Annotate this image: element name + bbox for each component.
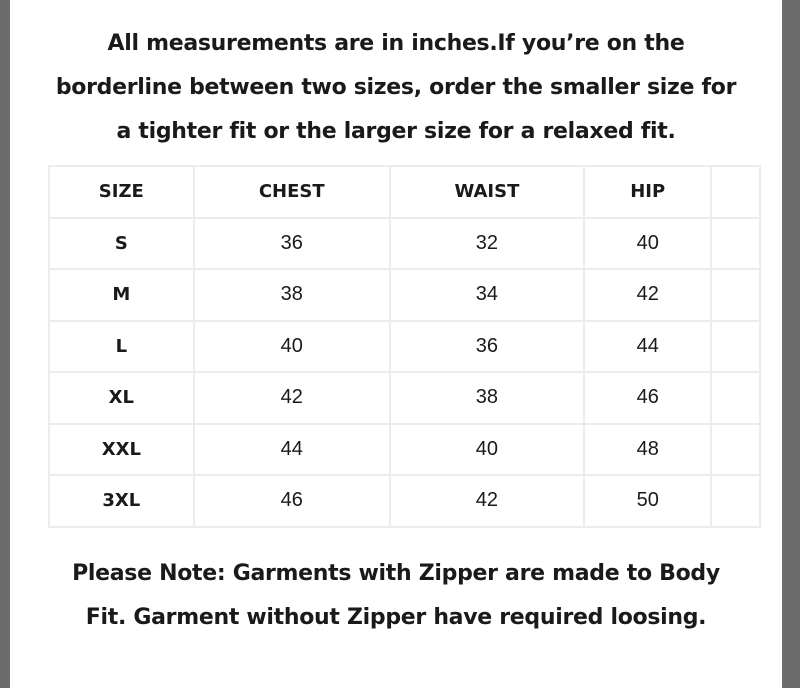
table-header-row <box>49 166 760 218</box>
empty-cell <box>711 424 760 476</box>
column-header-hip: HIP <box>584 166 711 218</box>
table-row <box>49 269 760 321</box>
column-header-size: SIZE <box>49 166 194 218</box>
table-row <box>49 424 760 476</box>
waist-cell: 32 <box>390 218 584 270</box>
waist-cell: 42 <box>390 475 584 527</box>
empty-cell <box>711 321 760 373</box>
size-chart-page <box>10 0 782 688</box>
instruction-line: a tighter fit or the larger size for a relaxed fit. <box>116 119 676 144</box>
size-cell: XXL <box>49 424 194 476</box>
column-header-waist: WAIST <box>390 166 584 218</box>
hip-cell: 44 <box>584 321 711 373</box>
chest-cell: 46 <box>194 475 390 527</box>
size-cell: L <box>49 321 194 373</box>
waist-cell: 34 <box>390 269 584 321</box>
table-row <box>49 372 760 424</box>
hip-cell: 46 <box>584 372 711 424</box>
size-chart-table <box>48 165 761 528</box>
chest-cell: 36 <box>194 218 390 270</box>
hip-cell: 50 <box>584 475 711 527</box>
column-header-chest: CHEST <box>194 166 390 218</box>
empty-cell <box>711 269 760 321</box>
hip-cell: 40 <box>584 218 711 270</box>
chest-cell: 44 <box>194 424 390 476</box>
note-line: Fit. Garment without Zipper have required loosing. <box>85 605 707 630</box>
instruction-line: borderline between two sizes, order the smaller size for <box>55 75 737 100</box>
chest-cell: 42 <box>194 372 390 424</box>
empty-cell <box>711 475 760 527</box>
waist-cell: 38 <box>390 372 584 424</box>
garment-fit-note <box>10 552 782 640</box>
table-row <box>49 218 760 270</box>
size-cell: S <box>49 218 194 270</box>
table-row <box>49 475 760 527</box>
table-row <box>49 321 760 373</box>
waist-cell: 36 <box>390 321 584 373</box>
note-line: Please Note: Garments with Zipper are made to Body <box>72 561 720 586</box>
chest-cell: 40 <box>194 321 390 373</box>
hip-cell: 42 <box>584 269 711 321</box>
column-header-empty <box>711 166 760 218</box>
size-cell: M <box>49 269 194 321</box>
empty-cell <box>711 372 760 424</box>
chest-cell: 38 <box>194 269 390 321</box>
size-cell: XL <box>49 372 194 424</box>
instruction-line: All measurements are in inches.If you’re on the <box>107 31 685 56</box>
empty-cell <box>711 218 760 270</box>
waist-cell: 40 <box>390 424 584 476</box>
size-cell: 3XL <box>49 475 194 527</box>
measurement-instructions <box>10 22 782 154</box>
hip-cell: 48 <box>584 424 711 476</box>
